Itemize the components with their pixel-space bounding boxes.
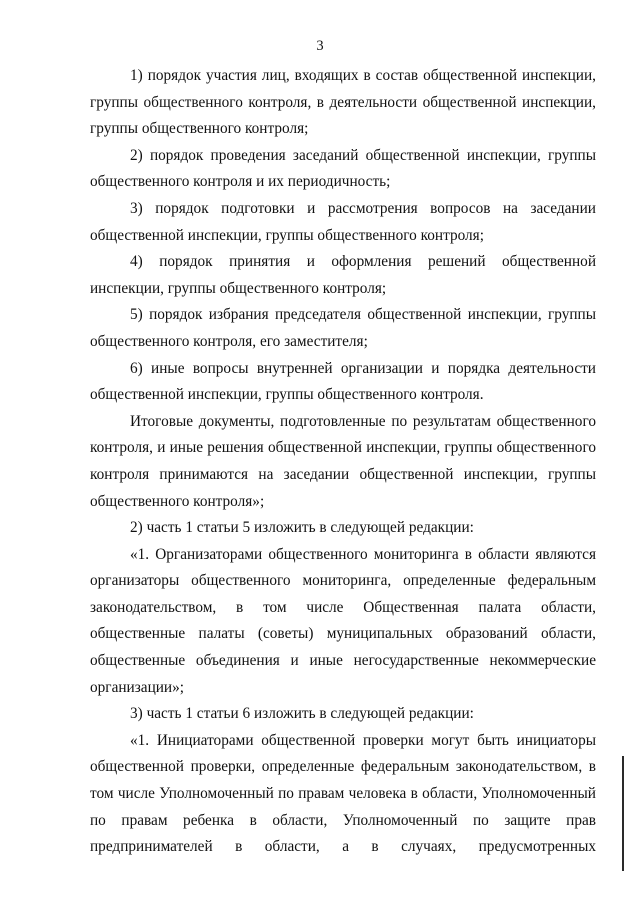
paragraph-article-6-amendment: 3) часть 1 статьи 6 изложить в следующей редакции: — [130, 705, 474, 723]
paragraph-item-2: 2) порядок проведения заседаний общественной инспекции, группы общественного контроля и их периодичность; — [90, 146, 596, 191]
paragraph-item-5: 5) порядок избрания председателя общественной инспекции, группы общественного контроля, его заместителя; — [90, 306, 596, 350]
paragraph-item-4: 4) порядок принятия и оформления решений общественной инспекции, группы общественного контроля; — [90, 253, 596, 297]
paragraph-monitoring-organizers: «1. Организаторами общественного мониторинга в области являются организаторы общественного мониторинга, определенные федеральным законодательством, в том числе Общественная палата области, общественные палаты (советы) муниципальных образований области, общественные объединения и иные негосударственные некоммерческие организации»; — [90, 545, 596, 696]
scan-edge-line — [622, 756, 624, 871]
paragraph-final-documents: Итоговые документы, подготовленные по результатам общественного контроля, и иные решения общественной инспекции, группы общественного контроля принимаются на заседании общественной инспекции, группы общественного контроля»; — [90, 412, 596, 510]
paragraph-article-5-amendment: 2) часть 1 статьи 5 изложить в следующей редакции: — [130, 519, 474, 537]
page-number: 3 — [316, 38, 324, 54]
document-body — [90, 63, 596, 861]
paragraph-item-3: 3) порядок подготовки и рассмотрения вопросов на заседании общественной инспекции, группы общественного контроля; — [90, 199, 596, 244]
paragraph-item-6: 6) иные вопросы внутренней организации и порядка деятельности общественной инспекции, группы общественного контроля. — [90, 359, 596, 404]
paragraph-inspection-initiators: «1. Инициаторами общественной проверки могут быть инициаторы общественной проверки, определенные федеральным законодательством, в том числе Уполномоченный по правам человека в области, Уполномоченный по правам ребенка в области, Уполномоченный по защите прав предпринимателей в области, а в случаях, предусмотренных — [90, 731, 596, 856]
paragraph-item-1: 1) порядок участия лиц, входящих в состав общественной инспекции, группы общественного контроля, в деятельности общественной инспекции, группы общественного контроля; — [90, 67, 596, 138]
